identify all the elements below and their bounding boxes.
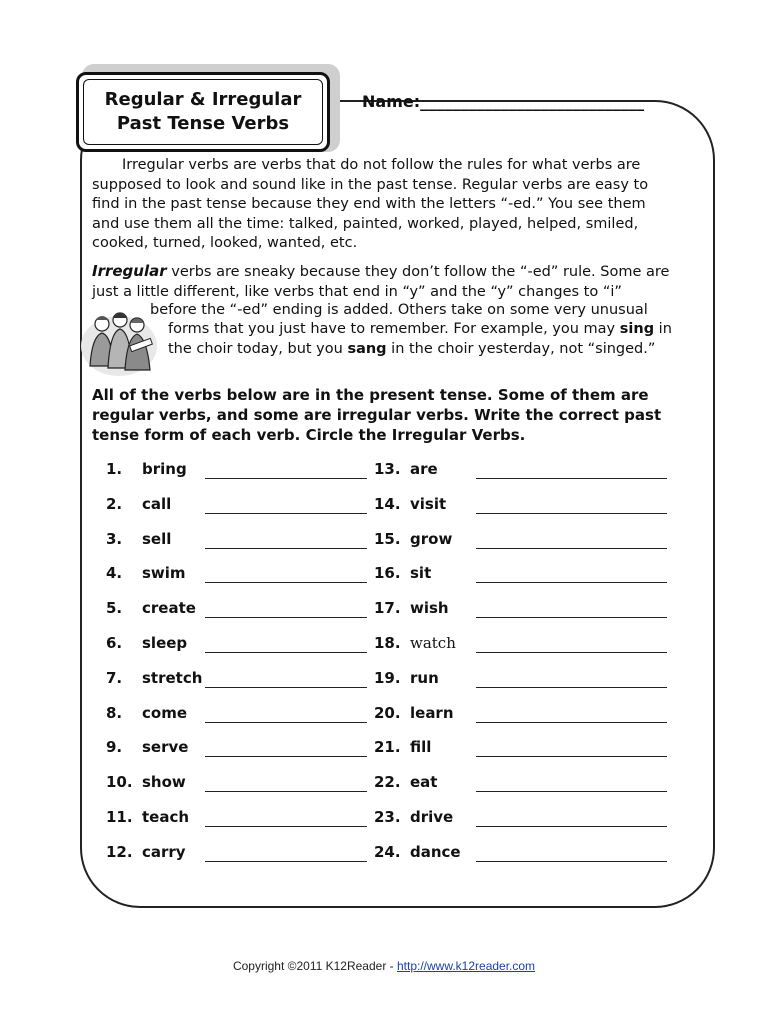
verb-number: 13. [374,460,401,478]
intro-paragraph-2 [92,262,682,302]
verb-word: come [142,703,187,722]
verb-item [374,454,470,484]
answer-line[interactable] [476,687,667,688]
verb-word: dance [410,842,461,861]
verb-word: sleep [142,634,188,652]
choir-singers-illustration [80,306,158,376]
verb-item [106,489,202,519]
irregular-word: Irregular [92,262,167,280]
verb-number: 12. [106,842,133,861]
verb-item [374,593,470,623]
verb-number: 17. [374,599,401,618]
verb-number: 21. [374,738,401,757]
verb-item [106,663,202,693]
verb-word: eat [410,773,438,792]
verb-number: 5. [106,599,123,618]
verb-word: fill [410,738,432,757]
verb-number: 3. [106,529,123,548]
verb-word: run [410,668,439,687]
verb-word: wish [410,599,449,618]
copyright-footer [0,959,768,973]
intro-paragraph-1 [92,156,677,254]
verb-number: 19. [374,668,401,687]
answer-line[interactable] [205,652,367,653]
verb-word: swim [142,564,186,583]
intro-p2a-text: verbs are sneaky because they don’t follow the “-ed” rule. Some are just a little different, like verbs that end in “y” and the “y” changes to “i” [92,264,670,300]
verb-number: 1. [106,460,123,478]
verb-item [106,593,202,623]
title-box [76,72,330,152]
answer-line[interactable] [205,861,367,862]
verb-item [374,524,470,554]
verb-item [374,767,470,797]
title-line-1: Regular & Irregular [104,89,302,110]
intro-paragraph-2-line: before the “-ed” ending is added. Others take on some very unusual [150,302,648,318]
verb-item [106,767,202,797]
answer-line[interactable] [476,756,667,757]
answer-line[interactable] [205,791,367,792]
verb-item [374,802,470,832]
verb-word: sit [410,564,432,583]
title-line-2: Past Tense Verbs [116,113,290,134]
verb-word: create [142,599,196,618]
intro-p2c-text-2: in the choir today, but you [168,321,672,357]
answer-line[interactable] [476,548,667,549]
answer-line[interactable] [476,722,667,723]
verb-number: 11. [106,808,133,826]
answer-line[interactable] [205,826,367,827]
verb-number: 23. [374,808,401,826]
answer-line[interactable] [205,548,367,549]
verb-word: serve [142,738,189,757]
answer-line[interactable] [476,617,667,618]
answer-line[interactable] [476,791,667,792]
answer-line[interactable] [476,826,667,827]
answer-line[interactable] [205,513,367,514]
intro-p1-text: Irregular verbs are verbs that do not follow the rules for what verbs are supposed to look and sound like in the past tense. Regular verbs are easy to find in the past tense because they end with the letters “-ed.” You see them and use them all the time: talked, painted, worked, played, helped, smiled, cooked, turned, looked, wanted, etc. [92,157,649,251]
verb-word: are [410,460,438,478]
copyright-text: Copyright ©2011 K12Reader - [232,959,397,973]
verb-word: visit [410,494,447,513]
verb-word: drive [410,808,454,826]
verb-word: teach [142,808,190,826]
verb-number: 16. [374,564,401,583]
verb-number: 14. [374,494,401,513]
verb-item [374,698,470,728]
verb-word: call [142,494,172,513]
verb-number: 7. [106,668,123,687]
sing-word: sing [619,321,655,337]
verb-item [106,454,202,484]
verb-item [374,489,470,519]
answer-line[interactable] [476,478,667,479]
verb-word: learn [410,703,454,722]
verb-item [106,558,202,588]
verb-word: show [142,773,186,792]
k12reader-link[interactable]: http://www.k12reader.com [396,959,536,973]
verb-item [106,524,202,554]
verb-number: 10. [106,773,133,792]
answer-line[interactable] [476,513,667,514]
verb-word: carry [142,842,186,861]
answer-line[interactable] [476,582,667,583]
verb-word: grow [410,529,453,548]
answer-line[interactable] [205,617,367,618]
verb-word: bring [142,460,187,478]
verb-item [106,802,202,832]
verb-item [374,558,470,588]
verb-number: 4. [106,564,123,583]
verb-word: sell [142,529,172,548]
answer-line[interactable] [205,687,367,688]
answer-line[interactable] [476,861,667,862]
answer-line[interactable] [205,722,367,723]
verb-item [106,698,202,728]
intro-paragraph-2-rest [168,320,688,359]
verb-word: watch [410,634,456,652]
verb-number: 24. [374,842,401,861]
verb-number: 20. [374,703,401,722]
verb-item [374,732,470,762]
verb-number: 22. [374,773,401,792]
verb-item [106,732,202,762]
answer-line[interactable] [205,582,367,583]
verb-number: 18. [374,634,401,652]
intro-p2c-text-1: forms that you just have to remember. For example, you may [168,321,620,337]
verb-item [374,663,470,693]
answer-line[interactable] [205,478,367,479]
verb-item [106,837,202,867]
verb-word: stretch [142,668,203,687]
verb-item [374,837,470,867]
verb-number: 2. [106,494,123,513]
verb-number: 6. [106,634,123,652]
intro-p2c-text-3: in the choir yesterday, not “singed.” [386,340,656,357]
answer-line[interactable] [205,756,367,757]
sang-word: sang [347,340,387,357]
answer-line[interactable] [476,652,667,653]
verb-item [106,628,202,658]
verb-number: 15. [374,529,401,548]
verb-number: 8. [106,703,123,722]
verb-item [374,628,470,658]
instructions-text: All of the verbs below are in the present tense. Some of them are regular verbs, and some are irregular verbs. Write the correct past tense form of each verb. Circle the Irregular Verbs. [92,386,662,444]
verb-number: 9. [106,738,123,757]
name-field-label: Name:____________________________ [362,92,645,111]
